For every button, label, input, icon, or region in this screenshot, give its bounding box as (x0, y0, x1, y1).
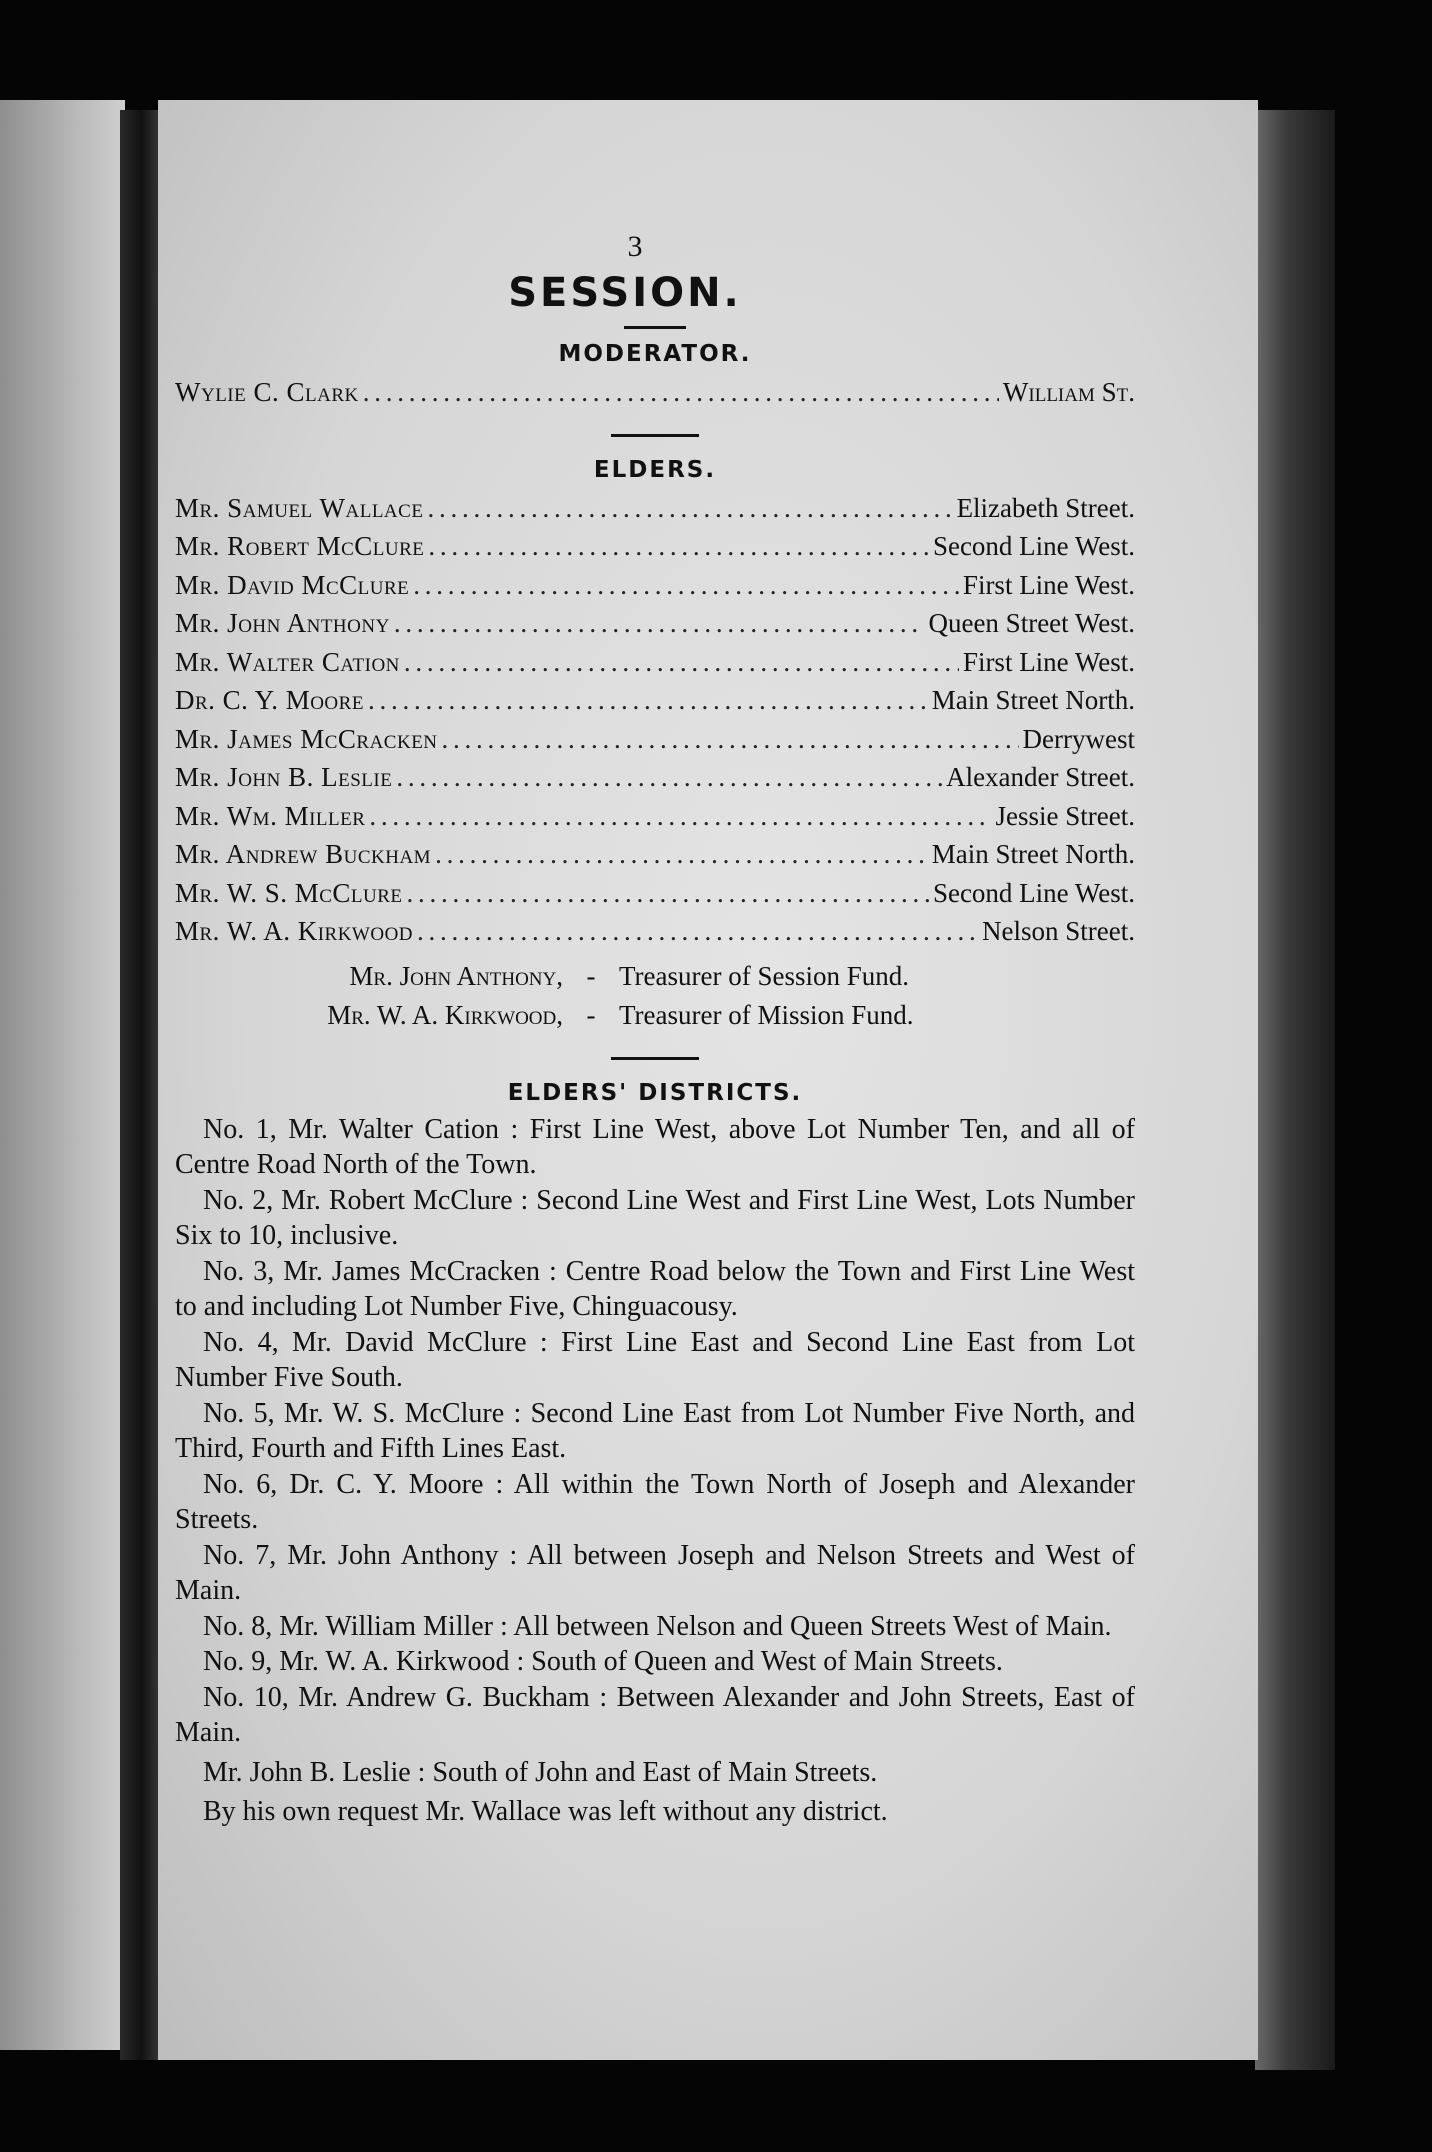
district-text: No. 1, Mr. Walter Cation : First Line West, above Lot Number Ten, and all of Centre Road North of the Town. (175, 1113, 1135, 1180)
elder-row (175, 643, 1135, 682)
dash: - (586, 999, 596, 1030)
elder-row (175, 797, 1135, 836)
district-text: No. 10, Mr. Andrew G. Buckham : Between Alexander and John Streets, East of Main. (175, 1681, 1135, 1748)
elder-place: Jessie Street. (995, 800, 1135, 831)
district-text: No. 2, Mr. Robert McClure : Second Line West and First Line West, Lots Number Six to 10, inclusive. (175, 1184, 1135, 1251)
elder-name: Dr. C. Y. Moore (175, 685, 364, 715)
elders-list (175, 489, 1135, 951)
elder-name: Mr. W. A. Kirkwood (175, 916, 414, 946)
district-item (175, 1396, 1135, 1467)
elder-row (175, 835, 1135, 874)
district-item (175, 1680, 1135, 1751)
district-item (175, 1325, 1135, 1396)
book-gutter (120, 110, 162, 2060)
leslie-district: Mr. John B. Leslie : South of John and East of Main Streets. (203, 1756, 878, 1788)
elder-row (175, 527, 1135, 566)
page-number: 3 (627, 230, 643, 263)
district-item (175, 1538, 1135, 1609)
elder-name: Mr. Wm. Miller (175, 800, 366, 831)
elder-name: Mr. Walter Cation (175, 646, 400, 677)
divider (624, 326, 686, 329)
district-text: No. 4, Mr. David McClure : First Line East and Second Line East from Lot Number Five South. (175, 1326, 1135, 1393)
elder-name: Mr. John Anthony (175, 608, 390, 638)
leader-dots (417, 912, 978, 951)
elder-place: Queen Street West. (928, 608, 1135, 638)
elder-place: First Line West. (962, 646, 1135, 677)
elder-row (175, 758, 1135, 797)
treasurer-name: Mr. John Anthony, (349, 960, 563, 991)
treasurer-row (175, 957, 1135, 996)
district-text: No. 6, Dr. C. Y. Moore : All within the Town North of Joseph and Alexander Streets. (175, 1468, 1135, 1535)
elder-name: Mr. W. S. McClure (175, 877, 403, 908)
elder-place: Second Line West. (932, 877, 1135, 908)
district-text: No. 5, Mr. W. S. McClure : Second Line East from Lot Number Five North, and Third, Fourth and Fifth Lines East. (175, 1397, 1135, 1464)
divider (611, 1057, 699, 1060)
elder-name: Mr. John B. Leslie (175, 762, 393, 792)
elder-name: Mr. David McClure (175, 569, 410, 600)
moderator-name: Wylie C. Clark (175, 377, 359, 407)
elder-place: Main Street North. (931, 685, 1135, 715)
leader-dots (407, 874, 929, 913)
elder-row (175, 681, 1135, 720)
elder-row (175, 720, 1135, 759)
district-text: No. 3, Mr. James McCracken : Centre Road below the Town and First Line West to and including Lot Number Five, Chinguacousy. (175, 1255, 1135, 1322)
leader-dots (404, 643, 959, 682)
elders-heading: ELDERS. (593, 456, 717, 483)
leader-dots (396, 758, 942, 797)
wallace-note: By his own request Mr. Wallace was left without any district. (203, 1796, 888, 1827)
elder-place: Elizabeth Street. (956, 492, 1135, 523)
elder-place: Alexander Street. (946, 762, 1135, 792)
district-item (175, 1183, 1135, 1254)
district-text: No. 7, Mr. John Anthony : All between Joseph and Nelson Streets and West of Main. (175, 1539, 1135, 1606)
elder-place: First Line West. (962, 569, 1135, 600)
page-title: SESSION. (508, 270, 742, 316)
elder-place: Derrywest (1022, 723, 1135, 754)
elder-row (175, 489, 1135, 528)
page-content (175, 230, 1135, 1830)
elder-row (175, 604, 1135, 643)
leader-dots (394, 604, 925, 643)
moderator-place: William St. (1002, 377, 1135, 407)
elder-name: Mr. Samuel Wallace (175, 492, 424, 523)
page-stack-edge (1255, 110, 1335, 2070)
leader-dots (369, 797, 991, 836)
divider (611, 434, 699, 437)
elder-name: Mr. Andrew Buckham (175, 839, 432, 869)
moderator-heading: MODERATOR. (558, 341, 752, 367)
elder-place: Second Line West. (932, 531, 1135, 561)
districts-heading: ELDERS' DISTRICTS. (507, 1079, 803, 1106)
district-item (175, 1112, 1135, 1183)
leader-dots (428, 527, 929, 566)
district-item (175, 1609, 1135, 1645)
moderator-row (175, 373, 1135, 412)
district-item (175, 1467, 1135, 1538)
leader-dots (435, 835, 928, 874)
leader-dots (363, 373, 999, 412)
elder-row (175, 566, 1135, 605)
leader-dots (442, 720, 1019, 759)
elder-row (175, 912, 1135, 951)
treasurer-role: Treasurer of Session Fund. (619, 960, 909, 991)
leader-dots (427, 489, 952, 528)
elder-name: Mr. James McCracken (175, 723, 438, 754)
district-text: No. 9, Mr. W. A. Kirkwood : South of Queen and West of Main Streets. (203, 1646, 1003, 1677)
previous-page-edge (0, 100, 125, 2050)
elder-place: Main Street North. (931, 839, 1135, 869)
dash: - (586, 960, 596, 991)
districts-list (175, 1112, 1135, 1751)
elder-place: Nelson Street. (982, 916, 1135, 946)
treasurer-name: Mr. W. A. Kirkwood, (327, 999, 563, 1030)
district-item (175, 1644, 1135, 1680)
district-text: No. 8, Mr. William Miller : All between Nelson and Queen Streets West of Main. (203, 1610, 1112, 1642)
treasurer-row (175, 996, 1135, 1035)
treasurer-role: Treasurer of Mission Fund. (619, 999, 914, 1030)
district-item (175, 1254, 1135, 1325)
elder-name: Mr. Robert McClure (175, 531, 425, 561)
leader-dots (413, 566, 959, 605)
leader-dots (368, 681, 928, 720)
treasurers (175, 957, 1135, 1035)
elder-row (175, 874, 1135, 913)
